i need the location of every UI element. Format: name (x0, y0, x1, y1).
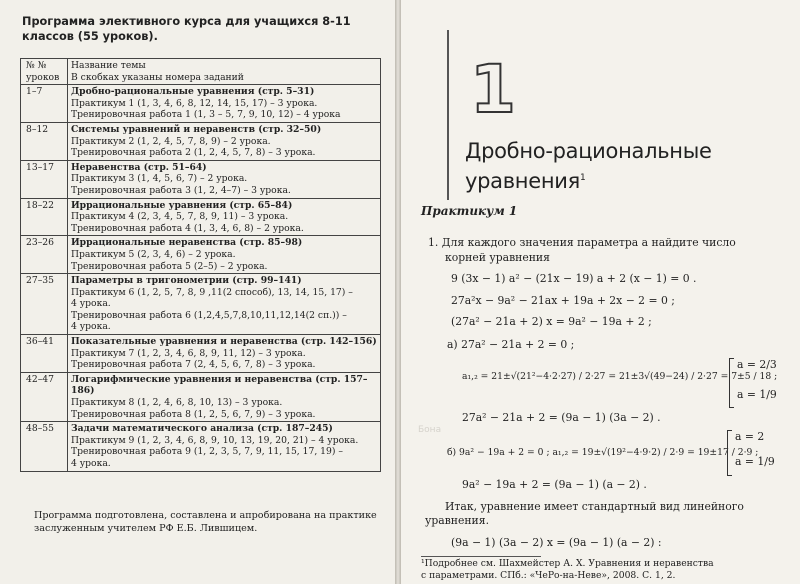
topic-title: Дробно-рациональные уравнения (стр. 5–31) (71, 86, 315, 98)
chapter-title-word: уравнения (465, 169, 580, 193)
topic-cell (68, 160, 381, 198)
topic-line: Практикум 8 (1, 2, 4, 6, 8, 10, 13) – 3 урока. (71, 397, 283, 409)
topic-line: 4 урока. (71, 321, 111, 333)
lesson-range: 23–26 (21, 236, 68, 274)
topic-line: Тренировочная работа 5 (2–5) – 2 урока. (71, 260, 268, 272)
lesson-range: 18–22 (21, 198, 68, 236)
topic-line: Тренировочная работа 4 (1, 3, 4, 6, 8) – 2 урока. (71, 222, 304, 234)
equation-3: (27a² − 21a + 2) x = 9a² − 19a + 2 ; (451, 315, 652, 328)
chapter-number: 1 (470, 51, 516, 128)
summary-line-1: Итак, уравнение имеет стандартный вид линейного (445, 500, 744, 513)
topic-title: Параметры в тригонометрии (стр. 99–141) (71, 275, 302, 287)
case-a-solution-2: a = 1/9 (737, 388, 777, 401)
program-footer: Программа подготовлена, составлена и апробирована на практике заслуженным учителем РФ Е.Б. Лившицем. (34, 510, 377, 534)
right-page (401, 0, 800, 584)
case-b-factor: 9a² − 19a + 2 = (9a − 1) (a − 2) . (462, 478, 647, 491)
topic-line: Тренировочная работа 7 (2, 4, 5, 6, 7, 8) – 3 урока. (71, 359, 316, 371)
topic-line: Практикум 2 (1, 2, 4, 5, 7, 8, 9) – 2 урока. (71, 135, 271, 147)
program-table (20, 58, 381, 472)
topic-line: Практикум 1 (1, 3, 4, 6, 8, 12, 14, 15, 17) – 3 урока. (71, 97, 318, 109)
topic-title: Системы уравнений и неравенств (стр. 32–50) (71, 123, 322, 135)
table-header-row (21, 59, 381, 85)
table-row (21, 198, 381, 236)
lesson-range: 13–17 (21, 160, 68, 198)
case-a-label: а) 27a² − 21a + 2 = 0 ; (447, 338, 575, 351)
topic-line: Тренировочная работа 8 (1, 2, 5, 6, 7, 9) – 3 урока. (71, 408, 316, 420)
left-page (0, 0, 395, 584)
footnote-line-2: с параметрами. СПб.: «ЧеРо-на-Неве», 2008. С. 1, 2. (421, 570, 676, 581)
lesson-range: 27–35 (21, 274, 68, 335)
lesson-range: 42–47 (21, 372, 68, 421)
topic-cell (68, 372, 381, 421)
table-row (21, 274, 381, 335)
case-a-solution-1: a = 2/3 (737, 358, 777, 371)
topic-line: Практикум 9 (1, 2, 3, 4, 6, 8, 9, 10, 13, 19, 20, 21) – 4 урока. (71, 434, 359, 446)
summary-line-2: уравнения. (425, 514, 490, 527)
table-row (21, 122, 381, 160)
footnote-rule (421, 556, 541, 557)
table-row (21, 85, 381, 123)
topic-cell (68, 236, 381, 274)
header-name-note: В скобках указаны номера заданий (71, 71, 244, 83)
topic-line: Практикум 6 (1, 2, 5, 7, 8, 9 ,11(2 способ), 13, 14, 15, 17) – (71, 286, 353, 298)
watermark: Бона (418, 425, 442, 435)
section-heading: Практикум 1 (421, 204, 518, 218)
program-title: Программа элективного курса для учащихся 8-11 классов (55 уроков). (22, 15, 351, 43)
topic-line: Практикум 4 (2, 3, 4, 5, 7, 8, 9, 11) – 3 урока. (71, 211, 289, 223)
topic-line: 4 урока. (71, 458, 111, 469)
chapter-title (465, 138, 712, 195)
footnote-mark: 1 (579, 173, 586, 183)
header-name (68, 59, 381, 85)
topic-cell (68, 335, 381, 373)
topic-line: Тренировочная работа 1 (1, 3 – 5, 7, 9, 10, 12) – 4 урока (71, 109, 341, 121)
topic-line: Тренировочная работа 3 (1, 2, 4–7) – 3 урока. (71, 184, 291, 196)
topic-line: Практикум 7 (1, 2, 3, 4, 6, 8, 9, 11, 12) – 3 урока. (71, 347, 306, 359)
topic-cell (68, 274, 381, 335)
topic-title: Иррациональные уравнения (стр. 65–84) (71, 199, 293, 211)
lesson-range: 48–55 (21, 422, 68, 471)
final-equation: (9a − 1) (3a − 2) x = (9a − 1) (a − 2) : (451, 536, 662, 549)
topic-line: Тренировочная работа 6 (1,2,4,5,7,8,10,11,12,14(2 сп.)) – (71, 309, 347, 321)
chapter-title-line-1: Дробно-рациональные (465, 139, 712, 163)
topic-cell (68, 422, 381, 471)
header-name-title: Название темы (71, 60, 146, 71)
topic-line: Практикум 5 (2, 3, 4, 6) – 2 урока. (71, 248, 236, 260)
topic-cell (68, 85, 381, 123)
footnote-line-1: ¹Подробнее см. Шахмейстер А. Х. Уравнения и неравенства (421, 558, 714, 569)
lesson-range: 8–12 (21, 122, 68, 160)
table-row (21, 160, 381, 198)
lesson-range: 36–41 (21, 335, 68, 373)
task-text-1: 1. Для каждого значения параметра a найдите число (428, 236, 736, 249)
table-row (21, 236, 381, 274)
case-b-solution-2: a = 1/9 (735, 455, 775, 468)
topic-title: Иррациональные неравенства (стр. 85–98) (71, 237, 303, 249)
table-row (21, 372, 381, 421)
topic-line: Тренировочная работа 2 (1, 2, 4, 5, 7, 8) – 3 урока. (71, 147, 316, 159)
table-row (21, 422, 381, 471)
chapter-rule (447, 30, 449, 200)
task-text-2: корней уравнения (445, 251, 550, 264)
topic-title: Задачи математического анализа (стр. 187–245) (71, 423, 333, 435)
lesson-range: 1–7 (21, 85, 68, 123)
case-b-label: б) 9a² − 19a + 2 = 0 ; a₁,₂ = 19±√(19²−4·9·2) / 2·9 = 19±17 / 2·9 ; (447, 447, 759, 458)
topic-line: Тренировочная работа 9 (1, 2, 3, 5, 7, 9, 11, 15, 17, 19) – (71, 446, 343, 458)
header-num: № № уроков (21, 59, 68, 85)
topic-title: Показательные уравнения и неравенства (стр. 142–156) (71, 336, 377, 348)
table-row (21, 335, 381, 373)
topic-line: Практикум 3 (1, 4, 5, 6, 7) – 2 урока. (71, 173, 248, 185)
chapter-title-line-2 (465, 165, 712, 195)
topic-title: Неравенства (стр. 51–64) (71, 161, 207, 173)
topic-title: Логарифмические уравнения и неравенства (стр. 157–186) (71, 373, 368, 397)
topic-cell (68, 198, 381, 236)
equation-2: 27a²x − 9a² − 21ax + 19a + 2x − 2 = 0 ; (451, 294, 675, 307)
case-b-solution-1: a = 2 (735, 430, 765, 443)
case-a-factor: 27a² − 21a + 2 = (9a − 1) (3a − 2) . (462, 411, 661, 424)
topic-line: 4 урока. (71, 298, 111, 310)
topic-cell (68, 122, 381, 160)
case-a-roots: a₁,₂ = 21±√(21²−4·2·27) / 2·27 = 21±3√(49−24) / 2·27 = 7±5 / 18 ; (462, 371, 778, 382)
case-b-bracket (727, 430, 732, 476)
equation-1: 9 (3x − 1) a² − (21x − 19) a + 2 (x − 1) = 0 . (451, 272, 697, 285)
case-a-bracket (729, 358, 734, 408)
